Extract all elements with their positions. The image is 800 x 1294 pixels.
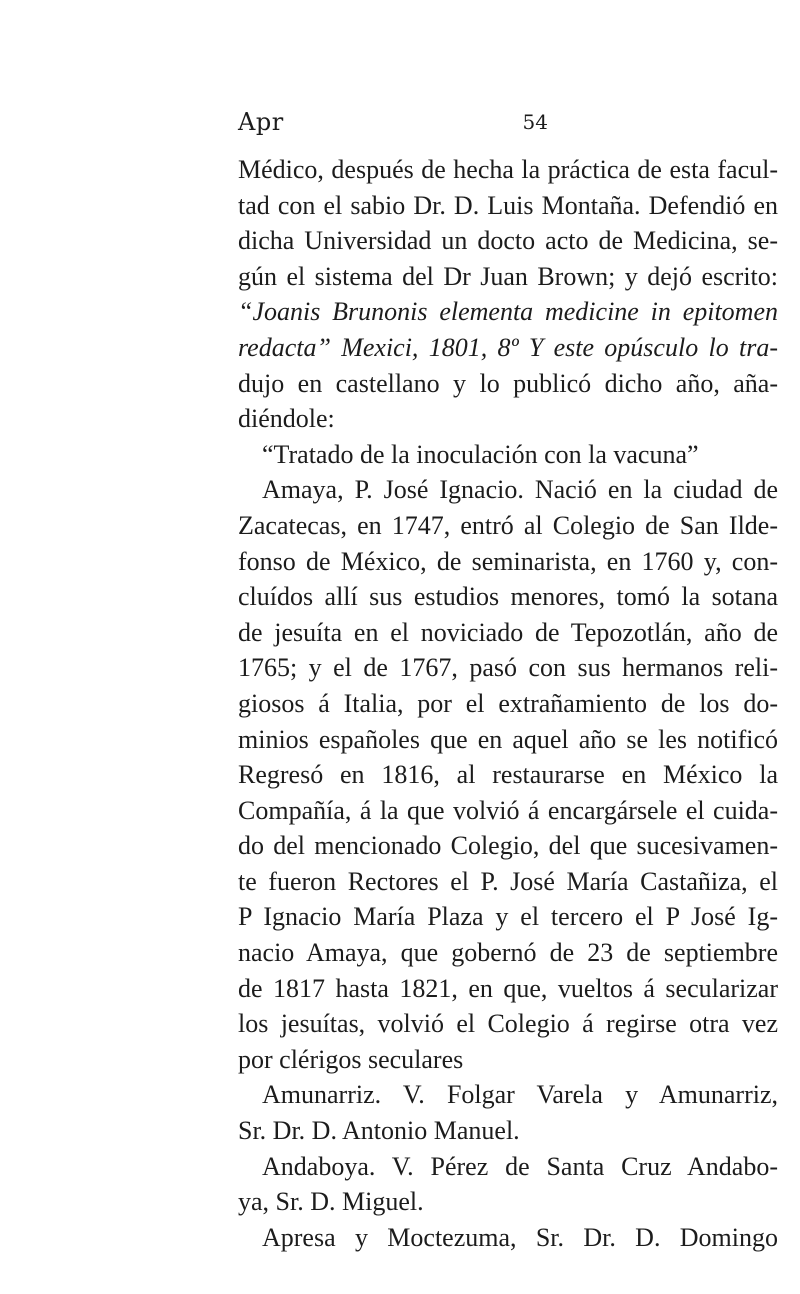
entry-heading-apresa: Apresa y Moctezuma, Sr. Dr. D. Domingo <box>262 1222 778 1252</box>
text-line: cluídos allí sus estudios menores, tomó la sotana <box>238 582 778 612</box>
page-header <box>238 108 548 142</box>
text-line: Zacatecas, en 1747, entró al Colegio de San Ilde- <box>238 510 778 540</box>
text-line: gún el sistema del Dr Juan Brown; y dejó escrito: <box>238 261 778 291</box>
text-line: fonso de México, de seminarista, en 1760 y, con- <box>238 546 778 576</box>
text-line: minios españoles que en aquel año se les notificó <box>238 724 778 754</box>
text-line: tad con el sabio Dr. D. Luis Montaña. Defendió en <box>238 190 778 220</box>
text-line: P Ignacio María Plaza y el tercero el P José Ig- <box>238 902 778 932</box>
entry-heading-andaboya: Andaboya. V. Pérez de Santa Cruz Andabo- <box>262 1151 778 1181</box>
text-line: Regresó en 1816, al restaurarse en México la <box>238 760 778 790</box>
text-line: Compañía, á la que volvió á encargársele el cuida- <box>238 795 778 825</box>
text-line: dujo en castellano y lo publicó dicho año, aña- <box>238 368 778 398</box>
page-number: 54 <box>522 110 548 134</box>
entry-heading-amunarriz: Amunarriz. V. Folgar Varela y Amunarriz, <box>262 1080 778 1110</box>
text-line: do del mencionado Colegio, del que sucesivamen- <box>238 831 778 861</box>
text-line: ya, Sr. D. Miguel. <box>238 1187 424 1217</box>
text-line: Sr. Dr. D. Antonio Manuel. <box>238 1116 520 1146</box>
running-head: Apr <box>238 108 284 136</box>
text-line: giosos á Italia, por el extrañamiento de los do- <box>238 688 778 718</box>
text-line: 1765; y el de 1767, pasó con sus hermanos reli- <box>238 653 778 683</box>
text-line: dicha Universidad un docto acto de Medicina, se- <box>238 226 778 256</box>
text-line: nacio Amaya, que gobernó de 23 de septiembre <box>238 938 778 968</box>
body-text <box>238 152 778 1255</box>
text-line-title-latin-2: redacta” Mexici, 1801, 8º Y este opúsculo lo tra- <box>238 332 778 362</box>
text-line-title-spanish: “Tratado de la inoculación con la vacuna” <box>262 439 699 469</box>
text-line: por clérigos seculares <box>238 1044 464 1074</box>
text-line: diéndole: <box>238 404 335 434</box>
text-line-title-latin: “Joanis Brunonis elementa medicine in epitomen <box>238 297 778 327</box>
text-line: te fueron Rectores el P. José María Castañiza, el <box>238 866 778 896</box>
text-line: los jesuítas, volvió el Colegio á regirse otra vez <box>238 1009 778 1039</box>
text-line: de 1817 hasta 1821, en que, vueltos á secularizar <box>238 973 778 1003</box>
text-line: Médico, después de hecha la práctica de esta facul- <box>238 155 778 184</box>
entry-heading-amaya: Amaya, P. José Ignacio. Nació en la ciudad de <box>262 475 778 505</box>
text-line: de jesuíta en el noviciado de Tepozotlán, año de <box>238 617 778 647</box>
